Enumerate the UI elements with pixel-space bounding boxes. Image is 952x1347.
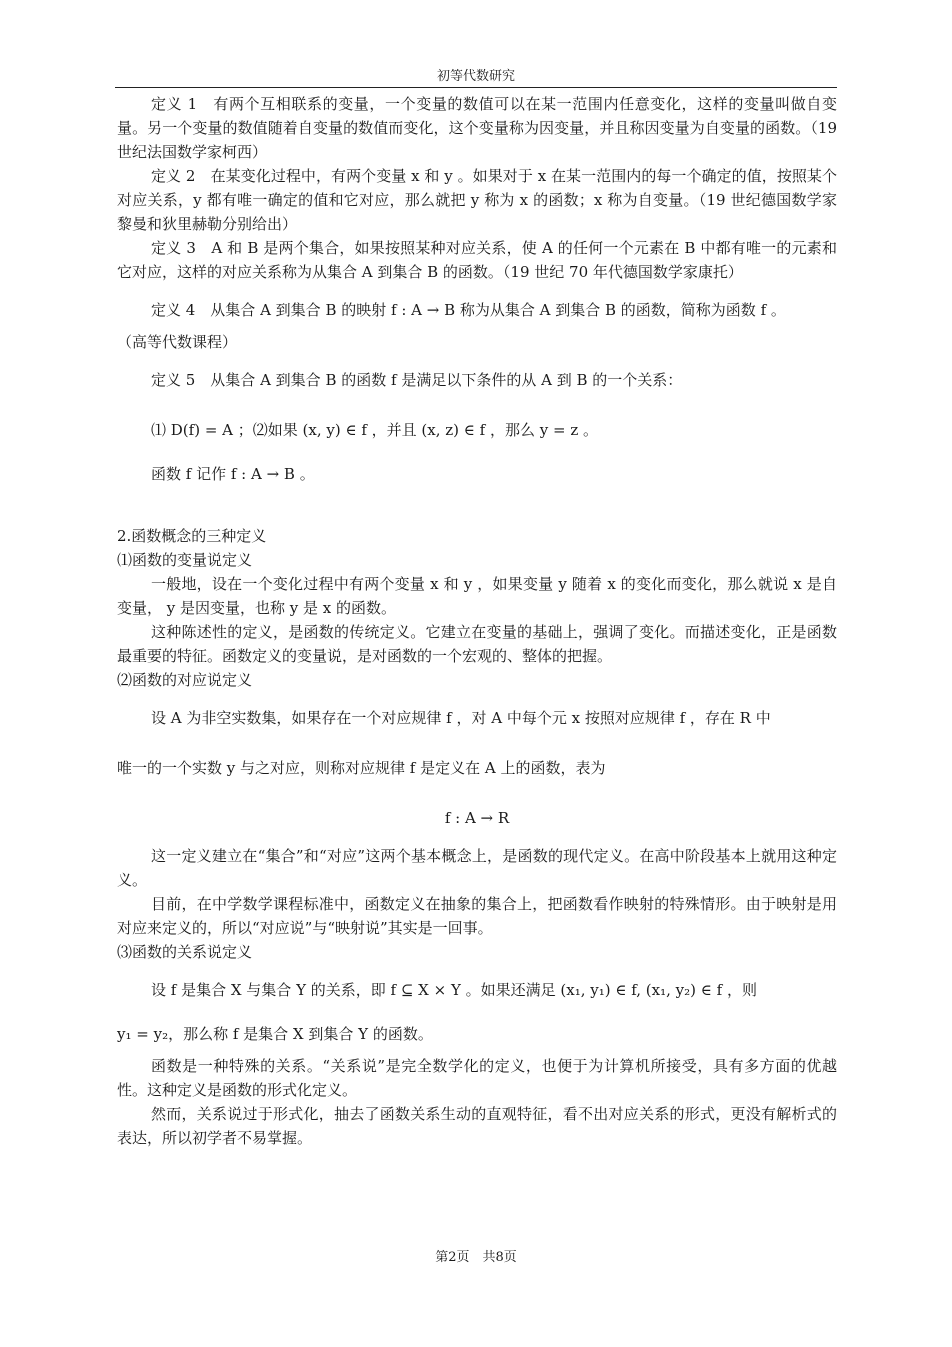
definition-5: 定义 5 从集合 A 到集合 B 的函数 f 是满足以下条件的从 A 到 B 的一个关系：: [151, 371, 683, 389]
variable-definition-title: ⑴函数的变量说定义: [117, 551, 253, 569]
variable-definition-comment: 这种陈述性的定义，是函数的传统定义。它建立在变量的基础上，强调了变化。而描述变化，正是函数最重要的特征。函数定义的变量说，是对函数的一个宏观的、整体的把握。: [117, 623, 837, 665]
definition-3: 定义 3 A 和 B 是两个集合，如果按照某种对应关系，使 A 的任何一个元素在 B 中都有唯一的元素和它对应，这样的对应关系称为从集合 A 到集合 B 的函数。（19 世纪 70 年代德国数学家康托）: [117, 239, 837, 281]
definition-5-notation: 函数 f 记作 f : A → B 。: [151, 465, 315, 483]
relation-definition-comment-1: 函数是一种特殊的关系。“关系说”是完全数学化的定义，也便于为计算机所接受，具有多方面的优越性。这种定义是函数的形式化定义。: [117, 1057, 837, 1099]
correspondence-definition-title: ⑵函数的对应说定义: [117, 671, 253, 689]
definition-4: 定义 4 从集合 A 到集合 B 的映射 f : A → B 称为从集合 A 到集合 B 的函数，简称为函数 f 。: [151, 301, 786, 319]
variable-definition-text: 一般地，设在一个变化过程中有两个变量 x 和 y ，如果变量 y 随着 x 的变化而变化，那么就说 x 是自变量， y 是因变量，也称 y 是 x 的函数。: [117, 575, 837, 617]
definition-5-conditions: ⑴ D(f) = A ；⑵如果 (x, y) ∈ f ，并且 (x, z) ∈ f ，那么 y = z 。: [151, 421, 599, 439]
definition-2: 定义 2 在某变化过程中，有两个变量 x 和 y 。如果对于 x 在某一范围内的每一个确定的值，按照某个对应关系，y 都有唯一确定的值和它对应，那么就把 y 称为 x 的函数；x 称为自变量。（19 世纪德国数学家黎曼和狄里赫勒分别给出）: [117, 167, 837, 233]
definition-4-source: （高等代数课程）: [117, 333, 238, 351]
page-content: [117, 92, 837, 1150]
correspondence-definition-comment-1: 这一定义建立在“集合”和“对应”这两个基本概念上，是函数的现代定义。在高中阶段基本上就用这种定义。: [117, 847, 837, 889]
relation-definition-title: ⑶函数的关系说定义: [117, 943, 253, 961]
correspondence-definition-text-2: 唯一的一个实数 y 与之对应，则称对应规律 f 是定义在 A 上的函数，表为: [117, 759, 606, 777]
relation-definition-comment-2: 然而，关系说过于形式化，抽去了函数关系生动的直观特征，看不出对应关系的形式，更没有解析式的表达，所以初学者不易掌握。: [117, 1105, 837, 1147]
section-2-title: 2.函数概念的三种定义: [117, 527, 267, 545]
page-footer: 第2页 共8页: [435, 1250, 517, 1265]
correspondence-definition-comment-2: 目前，在中学数学课程标准中，函数定义在抽象的集合上，把函数看作映射的特殊情形。由于映射是用对应来定义的，所以“对应说”与“映射说”其实是一回事。: [117, 895, 837, 937]
definition-1: 定义 1 有两个互相联系的变量，一个变量的数值可以在某一范围内任意变化，这样的变量叫做自变量。另一个变量的数值随着自变量的数值而变化，这个变量称为因变量，并且称因变量为自变量的函数。（19 世纪法国数学家柯西）: [117, 95, 837, 161]
correspondence-definition-text-1: 设 A 为非空实数集，如果存在一个对应规律 f ，对 A 中每个元 x 按照对应规律 f ，存在 R 中: [151, 709, 771, 727]
correspondence-formula: f : A → R: [444, 809, 510, 827]
relation-definition-text-2: y₁ = y₂，那么称 f 是集合 X 到集合 Y 的函数。: [117, 1025, 433, 1043]
relation-definition-text-1: 设 f 是集合 X 与集合 Y 的关系，即 f ⊆ X × Y 。如果还满足 (x₁, y₁) ∈ f, (x₁, y₂) ∈ f ，则: [151, 981, 757, 999]
page-header: 初等代数研究: [115, 68, 837, 88]
